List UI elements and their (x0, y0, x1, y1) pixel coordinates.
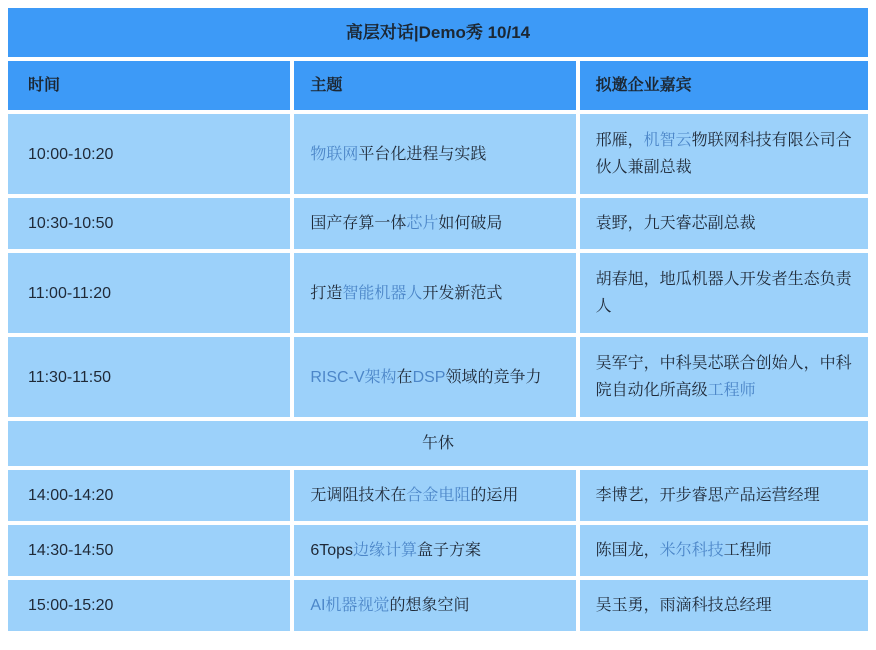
guest-text: 李博艺，开步睿思产品运营经理 (595, 487, 820, 504)
topic-link[interactable]: 芯片 (406, 215, 439, 232)
guest-link[interactable]: 机智云 (643, 132, 692, 149)
topic-text: 平台化进程与实践 (358, 145, 487, 163)
guest-text: 工程师 (723, 542, 772, 559)
column-header-guests: 拟邀企业嘉宾 (580, 61, 868, 110)
table-row (8, 253, 868, 333)
time-cell: 11:30-11:50 (8, 337, 290, 417)
table-row (8, 337, 868, 417)
column-header-topic: 主题 (294, 61, 575, 110)
guest-text: 陈国龙， (595, 542, 660, 559)
topic-cell (294, 253, 575, 333)
column-header-time: 时间 (8, 61, 290, 110)
guest-link[interactable]: 工程师 (707, 382, 756, 399)
topic-link[interactable]: 合金电阻 (406, 487, 471, 504)
guest-text: 袁野，九天睿芯副总裁 (595, 215, 756, 232)
topic-cell (294, 198, 575, 249)
table-row (8, 525, 868, 576)
topic-text: 如何破局 (438, 215, 503, 232)
guest-cell (580, 525, 868, 576)
page-title: 高层对话|Demo秀 10/14 (8, 8, 868, 57)
agenda-table (4, 4, 872, 635)
topic-cell (294, 525, 575, 576)
topic-text: 6Tops (310, 542, 354, 559)
topic-link[interactable]: DSP (412, 368, 446, 386)
guest-cell (580, 253, 868, 333)
topic-text: 的想象空间 (389, 597, 470, 614)
topic-text: 开发新范式 (422, 284, 503, 302)
time-cell: 10:30-10:50 (8, 198, 290, 249)
topic-cell (294, 470, 575, 521)
time-cell: 14:30-14:50 (8, 525, 290, 576)
guest-cell (580, 470, 868, 521)
time-cell: 15:00-15:20 (8, 580, 290, 631)
guest-text: 物联网科技有限公司合伙人兼副总裁 (595, 132, 852, 176)
guest-link[interactable]: 米尔科技 (659, 542, 724, 559)
topic-link[interactable]: AI机器视觉 (310, 597, 390, 614)
table-row (8, 198, 868, 249)
table-row (8, 580, 868, 631)
topic-link[interactable]: 物联网 (310, 145, 359, 163)
time-cell: 11:00-11:20 (8, 253, 290, 333)
topic-cell (294, 580, 575, 631)
table-row (8, 114, 868, 194)
time-cell: 10:00-10:20 (8, 114, 290, 194)
guest-text: 胡春旭，地瓜机器人开发者生态负责人 (595, 271, 852, 315)
topic-link[interactable]: RISC-V架构 (310, 368, 397, 386)
topic-link[interactable]: 智能机器人 (342, 284, 423, 302)
topic-cell (294, 337, 575, 417)
column-header-row (8, 61, 868, 110)
guest-cell (580, 198, 868, 249)
topic-text: 在 (396, 368, 413, 386)
guest-cell (580, 337, 868, 417)
break-label: 午休 (8, 421, 868, 466)
guest-text: 吴玉勇，雨滴科技总经理 (595, 597, 772, 614)
topic-text: 打造 (310, 284, 343, 302)
topic-text: 无调阻技术在 (310, 487, 407, 504)
guest-cell (580, 580, 868, 631)
table-row (8, 470, 868, 521)
topic-cell (294, 114, 575, 194)
guest-text: 吴军宁，中科昊芯联合创始人，中科院自动化所高级 (595, 355, 852, 399)
title-row (8, 8, 868, 57)
time-cell: 14:00-14:20 (8, 470, 290, 521)
topic-text: 盒子方案 (417, 542, 482, 559)
break-row (8, 421, 868, 466)
topic-link[interactable]: 边缘计算 (353, 542, 418, 559)
guest-cell (580, 114, 868, 194)
topic-text: 国产存算一体 (310, 215, 407, 232)
guest-text: 邢雁， (595, 132, 644, 149)
topic-text: 的运用 (470, 487, 519, 504)
topic-text: 领域的竞争力 (445, 368, 542, 386)
